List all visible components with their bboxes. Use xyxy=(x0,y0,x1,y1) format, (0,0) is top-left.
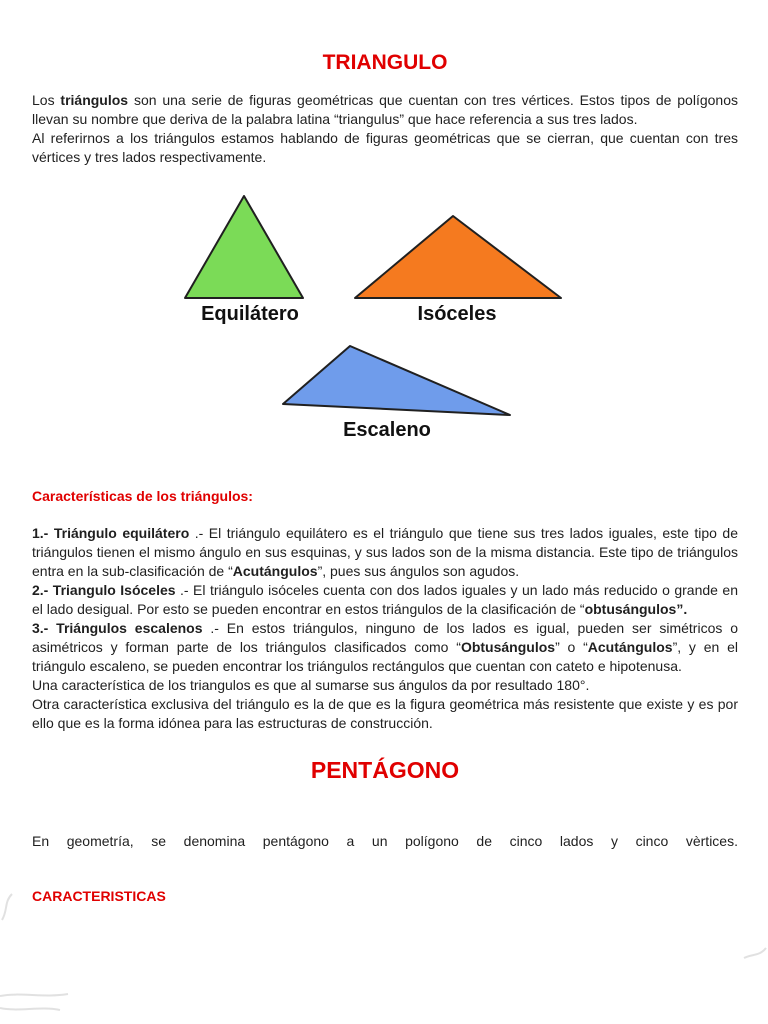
text-segment: 2.- Triangulo Isóceles xyxy=(32,582,176,598)
text-segment: .- En estos triángulos, ninguno de los lados es igual, pueden ser simétricos o asimétricos y forman parte de los triángulos clasificados como “ xyxy=(32,620,738,655)
equilateral-triangle-shape xyxy=(182,193,306,301)
text-segment: son una serie de figuras geométricas que cuentan con tres vértices. Estos tipos de polígonos llevan su nombre que deriva de la palabra latina “triangulus” que hace referencia a sus tres lados. xyxy=(32,92,738,127)
text-segment: ”, pues sus ángulos son agudos. xyxy=(317,563,520,579)
scalene-triangle-icon xyxy=(280,343,514,419)
isosceles-label: Isóceles xyxy=(417,303,497,325)
scalene-triangle-shape xyxy=(280,343,514,419)
isosceles-triangle-icon xyxy=(352,213,564,301)
triangle-item-2 xyxy=(32,581,738,619)
scan-artifact xyxy=(0,890,30,924)
triangle-figure xyxy=(32,193,738,445)
scan-artifact xyxy=(742,944,768,964)
equilateral-label: Equilátero xyxy=(201,303,299,325)
text-segment: 3.- Triángulos escalenos xyxy=(32,620,203,636)
text-segment: ”, y en el triángulo escaleno, se pueden encontrar los triángulos rectángulos que cuentan con cateto e hipotenusa. xyxy=(32,639,738,674)
text-segment: obtusángulos”. xyxy=(584,601,688,617)
text-segment: .- El triángulo isóceles cuenta con dos lados iguales y un lado más reducido o grande en el lado desigual. Por esto se pueden encontrar en estos triángulos de la clasificación de “ xyxy=(32,582,738,617)
note-sum-angles: Una característica de los triangulos es que al sumarse sus ángulos da por resultado 180°. xyxy=(32,677,590,693)
pentagon-paragraph: En geometría, se denomina pentágono a un polígono de cinco lados y cinco vèrtices. xyxy=(32,833,738,849)
text-segment: 1.- Triángulo equilátero xyxy=(32,525,190,541)
text-segment: Los xyxy=(32,92,61,108)
characteristics-heading: Características de los triángulos: xyxy=(32,488,253,504)
pentagon-title: PENTÁGONO xyxy=(310,757,460,783)
text-segment: Obtusángulos xyxy=(460,639,556,655)
scalene-label: Escaleno xyxy=(343,419,431,441)
text-segment: Acutángulos xyxy=(232,563,318,579)
pentagon-characteristics-heading: CARACTERISTICAS xyxy=(32,888,166,904)
text-segment: .- El triángulo equilátero es el triángulo que tiene sus tres lados iguales, este tipo de triángulos tienen el mismo ángulo en sus esquinas, y sus lados son de la misma distancia. Este tipo de triángulos entra en la sub-clasificación de “ xyxy=(32,525,738,579)
intro-paragraph-2: Al referirnos a los triángulos estamos hablando de figuras geométricas que se cierran, que cuentan con tres vértices y tres lados respectivamente. xyxy=(32,130,738,165)
note-resistance: Otra característica exclusiva del triángulo es la de que es la figura geométrica más resistente que existe y es por ello que es la forma idónea para las estructuras de construcción. xyxy=(32,696,738,731)
scan-artifact xyxy=(0,988,72,1018)
triangle-item-1 xyxy=(32,524,738,581)
isosceles-triangle-shape xyxy=(352,213,564,301)
equilateral-triangle-icon xyxy=(182,193,306,301)
page-title: TRIANGULO xyxy=(322,51,448,74)
text-segment: triángulos xyxy=(60,92,129,108)
triangle-item-3 xyxy=(32,619,738,676)
intro-paragraph-1 xyxy=(32,91,738,129)
text-segment: ” o “ xyxy=(555,639,588,655)
text-segment: Acutángulos xyxy=(587,639,673,655)
